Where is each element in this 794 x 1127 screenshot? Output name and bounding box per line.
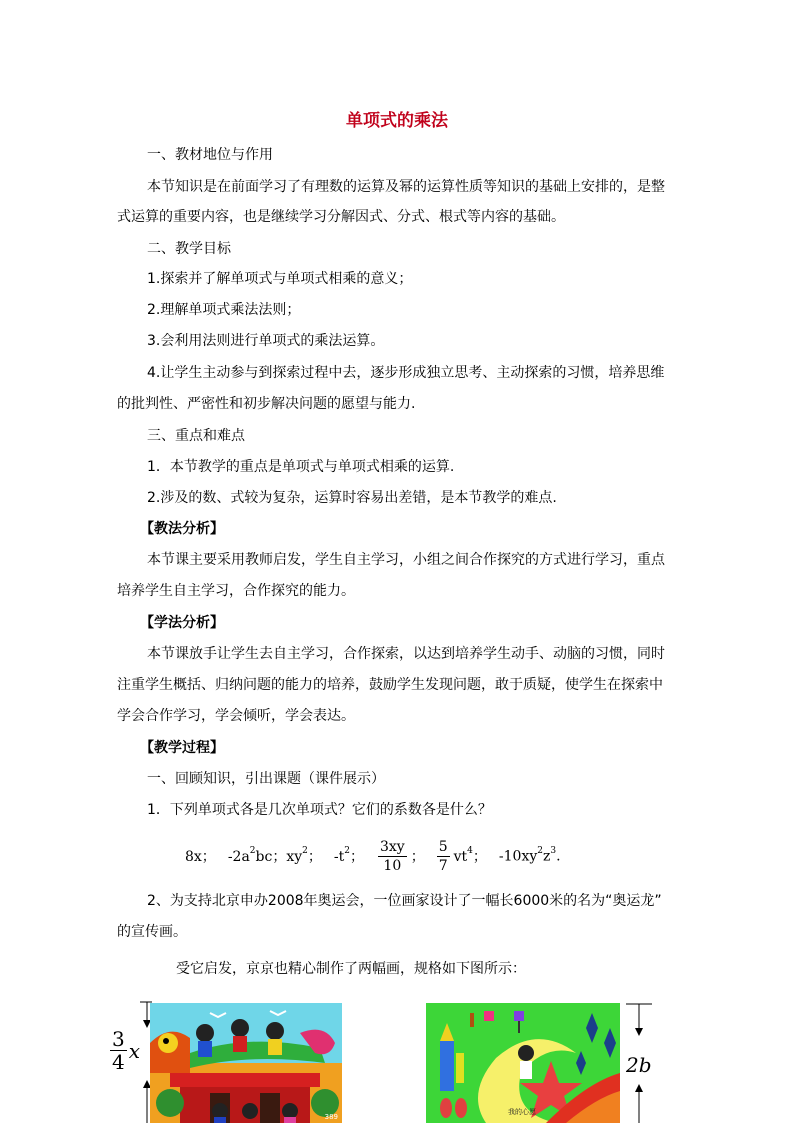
paragraph-line: 学会合作学习，学会倾听，学会表达。 [117,708,355,724]
dragon-painting [150,1003,342,1123]
process-item: 一、回顾知识，引出课题（课件展示） [147,771,385,787]
section-heading-1: 一、教材地位与作用 [147,147,273,163]
monomial: $vt^4$； [453,846,487,865]
goal-item: 2.理解单项式乘法法则； [147,302,301,318]
painting-number: 389 [324,1113,338,1121]
goal-item: 4.让学生主动参与到探索过程中去，逐步形成独立思考、主动探索的习惯，培养思维 [147,365,665,381]
separator: ； [410,849,425,865]
monomial: 8x； [185,849,216,865]
key-item: 2.涉及的数、式较为复杂，运算时容易出差错，是本节教学的难点. [147,490,557,506]
key-item: 1．本节教学的重点是单项式与单项式相乘的运算. [147,459,455,475]
painting-caption: 我的心愿 [508,1108,536,1116]
section-heading-3: 三、重点和难点 [147,428,245,444]
goal-item: 3.会利用法则进行单项式的乘法运算。 [147,333,385,349]
goal-item: 1.探索并了解单项式与单项式相乘的意义； [147,271,413,287]
fraction: $\frac{5}{7}$ [438,838,448,874]
paragraph-line: 受它启发，京京也精心制作了两幅画，规格如下图所示： [176,961,526,977]
teaching-method-heading: 【教法分析】 [140,521,224,537]
monomial: $xy^2$； [286,846,322,865]
paragraph-line: 2、为支持北京申办2008年奥运会，一位画家设计了一幅长6000米的名为“奥运龙” [147,893,662,909]
monomial-list [185,834,561,878]
moon-star-painting [426,1003,620,1123]
paragraph-line: 式运算的重要内容，也是继续学习分解因式、分式、根式等内容的基础。 [117,209,565,225]
monomial: $-t^2$； [333,846,364,865]
learning-method-heading: 【学法分析】 [140,615,224,631]
fraction: $\frac{3xy}{10}$ [379,838,405,874]
paragraph-line: 本节课主要采用教师启发，学生自主学习，小组之间合作探究的方式进行学习，重点 [147,552,665,568]
page-title: 单项式的乘法 [346,111,448,131]
paragraph-line: 本节课放手让学生去自主学习，合作探索，以达到培养学生动手、动脑的习惯，同时 [147,646,665,662]
monomial: $-10xy^2z^3$. [498,845,561,865]
paragraph-line: 的批判性、严密性和初步解决问题的愿望与能力. [117,396,416,412]
height-label-left: 3 4 x [112,1027,141,1074]
section-heading-2: 二、教学目标 [147,241,231,257]
process-item: 1．下列单项式各是几次单项式？它们的系数各是什么？ [147,802,492,818]
paragraph-line: 的宣传画。 [117,924,187,940]
process-heading: 【教学过程】 [140,740,224,756]
paragraph-line: 培养学生自主学习，合作探究的能力。 [117,583,355,599]
monomial: $-2a^2bc$； [227,846,287,865]
height-label-right: 2b [626,1053,652,1077]
paragraph-line: 注重学生概括、归纳问题的能力的培养，鼓励学生发现问题，敢于质疑，使学生在探索中 [117,677,663,693]
paragraph-line: 本节知识是在前面学习了有理数的运算及幂的运算性质等知识的基础上安排的，是整 [147,179,665,195]
